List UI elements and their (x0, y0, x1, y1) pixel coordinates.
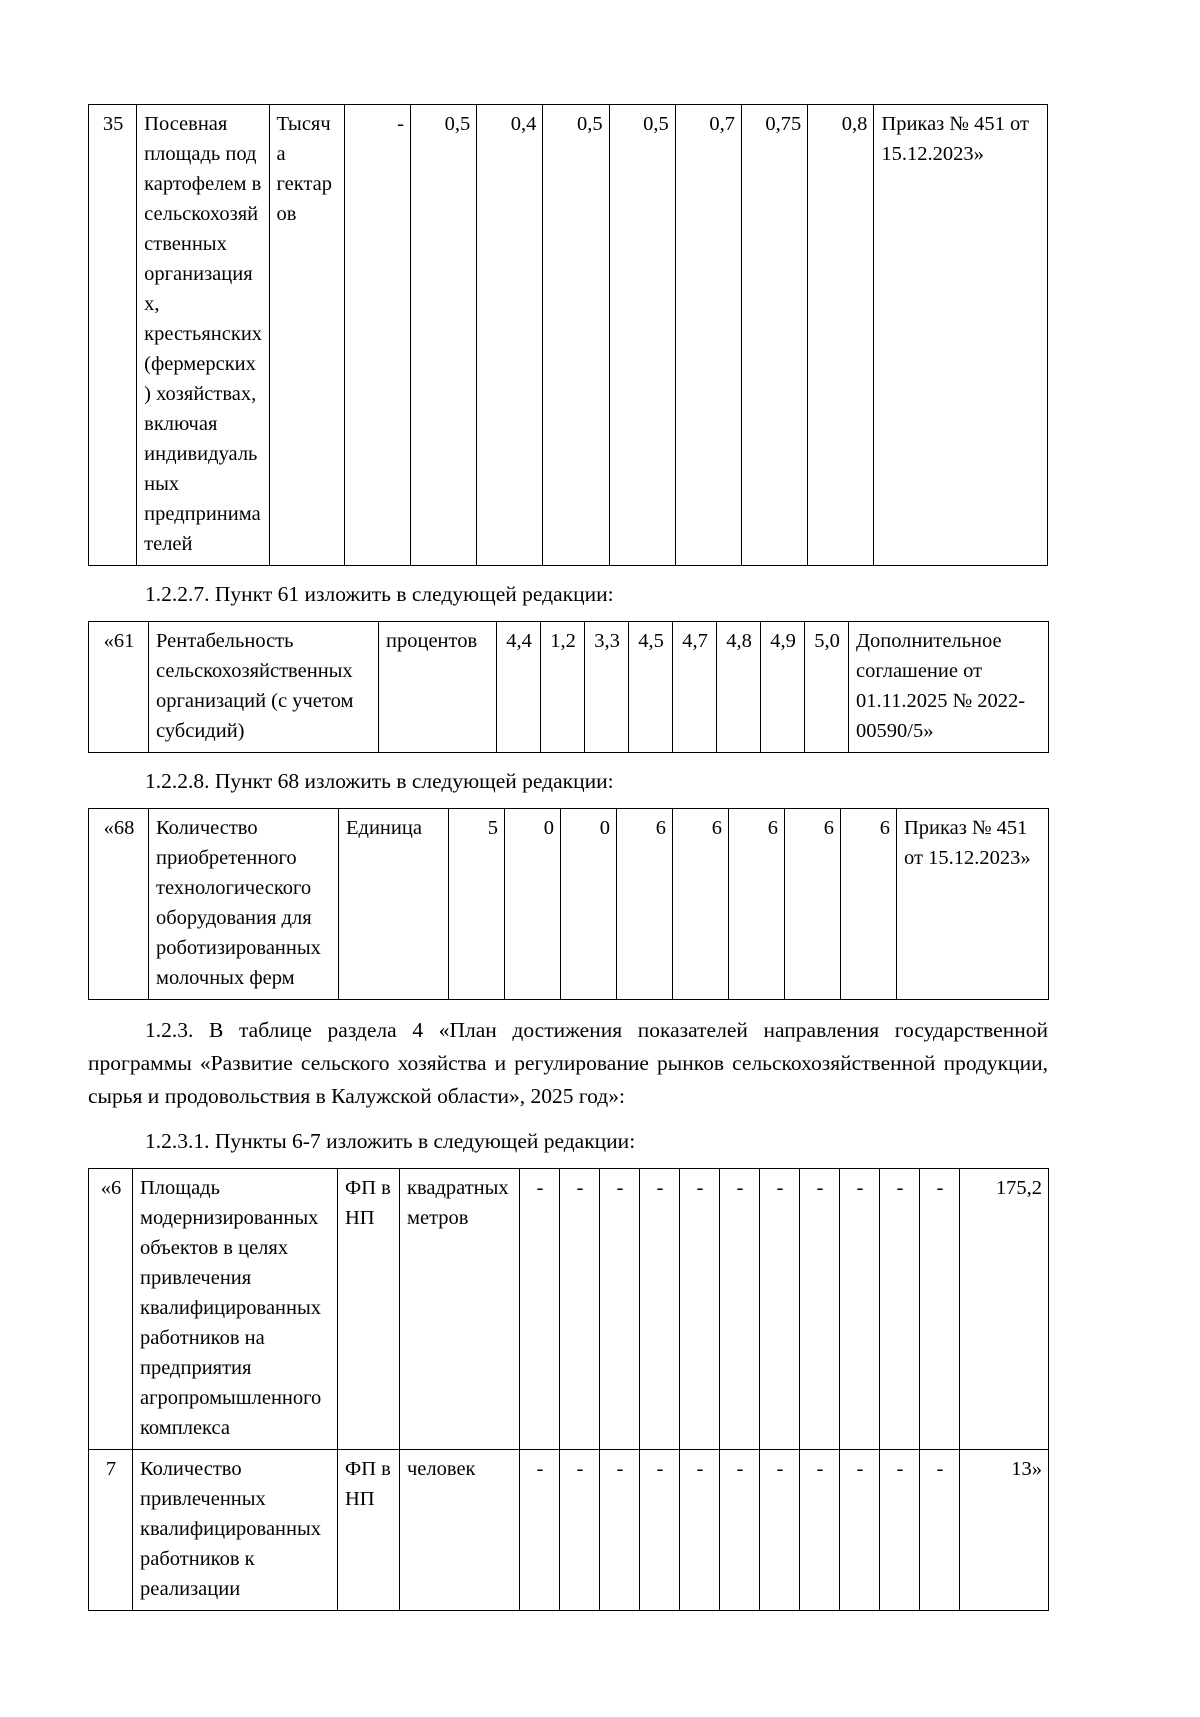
paragraph-1-2-2-7: 1.2.2.7. Пункт 61 изложить в следующей редакции: (145, 582, 614, 606)
value-cell-6: 6 (785, 809, 841, 1000)
table-row (89, 105, 1048, 566)
value-cell-4: 6 (673, 809, 729, 1000)
table-row (89, 809, 1049, 1000)
value-cell-2: 0 (561, 809, 617, 1000)
value-cell-5: 4,8 (717, 622, 761, 753)
value-cell-3: - (640, 1450, 680, 1611)
value-cell-0: - (344, 105, 410, 566)
note-cell: Дополнительное соглашение от 01.11.2025 № 2022-00590/5» (849, 622, 1049, 753)
table-row (89, 1169, 1049, 1450)
value-cell-3: - (640, 1169, 680, 1450)
note-cell: Приказ № 451 от 15.12.2023» (874, 105, 1048, 566)
indicator-cell: Посевная площадь под картофелем в сельскохозяйственных организациях, крестьянских (фермерских) хозяйствах, включая индивидуальных предпринимателей (137, 105, 269, 566)
table-items-6-7 (88, 1168, 1049, 1611)
value-cell-8: - (840, 1169, 880, 1450)
page-content (88, 104, 1048, 1611)
row-number-cell: «61 (89, 622, 149, 753)
value-cell-4: 0,5 (609, 105, 675, 566)
value-cell-6: 4,9 (761, 622, 805, 753)
paragraph-1-2-3: 1.2.3. В таблице раздела 4 «План достижения показателей направления государственной программы «Развитие сельского хозяйства и регулирование рынков сельскохозяйственной продукции, сырья и продовольствия в Калужской области», 2025 год»: (88, 1018, 1048, 1108)
row-number-cell: «6 (89, 1169, 133, 1450)
value-cell-9: - (880, 1450, 920, 1611)
value-cell-6: - (760, 1450, 800, 1611)
indicator-cell: Рентабельность сельскохозяйственных организаций (с учетом субсидий) (149, 622, 379, 753)
table-row (89, 1450, 1049, 1611)
value-cell-5: 0,7 (675, 105, 741, 566)
value-cell-3: 0,5 (543, 105, 609, 566)
value-cell-0: - (520, 1450, 560, 1611)
value-cell-9: - (880, 1169, 920, 1450)
table-row (89, 622, 1049, 753)
paragraph-1-2-3-1: 1.2.3.1. Пункты 6-7 изложить в следующей редакции: (145, 1129, 636, 1153)
value-cell-4: - (680, 1450, 720, 1611)
unit-cell: квадратных метров (400, 1169, 520, 1450)
total-cell: 175,2 (960, 1169, 1049, 1450)
row-number-cell: «68 (89, 809, 149, 1000)
value-cell-5: - (720, 1169, 760, 1450)
value-cell-0: 5 (449, 809, 505, 1000)
program-cell: ФП в НП (338, 1169, 400, 1450)
value-cell-7: - (800, 1169, 840, 1450)
value-cell-2: 0,4 (477, 105, 543, 566)
unit-cell: человек (400, 1450, 520, 1611)
value-cell-8: - (840, 1450, 880, 1611)
value-cell-10: - (920, 1169, 960, 1450)
value-cell-7: 0,8 (808, 105, 874, 566)
value-cell-3: 6 (617, 809, 673, 1000)
value-cell-7: - (800, 1450, 840, 1611)
total-cell: 13» (960, 1450, 1049, 1611)
value-cell-6: - (760, 1169, 800, 1450)
value-cell-1: 1,2 (541, 622, 585, 753)
indicator-cell: Количество приобретенного технологического оборудования для роботизированных молочных ферм (149, 809, 339, 1000)
value-cell-0: - (520, 1169, 560, 1450)
unit-cell: процентов (379, 622, 497, 753)
program-cell: ФП в НП (338, 1450, 400, 1611)
indicator-cell: Количество привлеченных квалифицированных работников к реализации (133, 1450, 338, 1611)
note-cell: Приказ № 451 от 15.12.2023» (897, 809, 1049, 1000)
value-cell-0: 4,4 (497, 622, 541, 753)
value-cell-1: 0 (505, 809, 561, 1000)
value-cell-6: 0,75 (742, 105, 808, 566)
unit-cell: Тысяча гектаров (269, 105, 344, 566)
value-cell-3: 4,5 (629, 622, 673, 753)
row-number-cell: 35 (89, 105, 137, 566)
row-number-cell: 7 (89, 1450, 133, 1611)
table-item-61 (88, 621, 1049, 753)
value-cell-5: - (720, 1450, 760, 1611)
unit-cell: Единица (339, 809, 449, 1000)
value-cell-10: - (920, 1450, 960, 1611)
value-cell-4: - (680, 1169, 720, 1450)
value-cell-1: 0,5 (410, 105, 476, 566)
table-item-68 (88, 808, 1049, 1000)
value-cell-7: 5,0 (805, 622, 849, 753)
value-cell-7: 6 (841, 809, 897, 1000)
value-cell-1: - (560, 1169, 600, 1450)
value-cell-4: 4,7 (673, 622, 717, 753)
paragraph-1-2-2-8: 1.2.2.8. Пункт 68 изложить в следующей редакции: (145, 769, 614, 793)
value-cell-2: 3,3 (585, 622, 629, 753)
value-cell-1: - (560, 1450, 600, 1611)
table-item-35 (88, 104, 1048, 566)
value-cell-2: - (600, 1169, 640, 1450)
value-cell-5: 6 (729, 809, 785, 1000)
indicator-cell: Площадь модернизированных объектов в целях привлечения квалифицированных работников на предприятия агропромышленного комплекса (133, 1169, 338, 1450)
value-cell-2: - (600, 1450, 640, 1611)
